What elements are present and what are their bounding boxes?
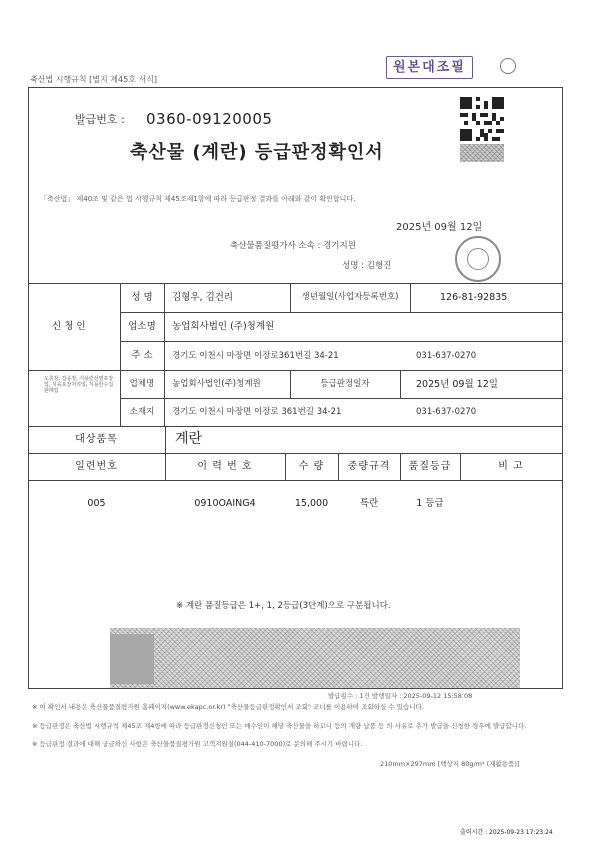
row-quantity: 15,000	[294, 498, 329, 509]
applicant-section-label: 신 청 인	[52, 321, 86, 332]
form-label: 축산법 시행규칙 [별지 제45호 서식]	[30, 75, 158, 84]
business-number: 126-81-92835	[440, 292, 508, 303]
frame-right	[562, 87, 563, 689]
grader-name: 성명 : 김형진	[342, 261, 392, 271]
business-label: 업소명	[128, 321, 156, 332]
applicant-name: 김형우, 김건리	[172, 292, 234, 303]
table-divider-f	[400, 370, 401, 398]
table-rule-8	[28, 480, 563, 481]
original-copy-stamp: 원본대조필	[386, 56, 473, 79]
grader-affiliation: 축산물품질평가사 소속 : 경기지원	[230, 241, 356, 251]
issue-info: 발급횟수 : 1건 발행일자 : 2025-09-12 15:58 08	[328, 692, 473, 700]
grading-date: 2025년 09월 12일	[416, 379, 498, 390]
issue-number-label: 발급번호 :	[75, 113, 125, 126]
frame-bottom	[28, 688, 563, 689]
table-rule-2	[120, 312, 563, 313]
footer-note-1: ※ 이 확인서 내용은 축산물품질평가원 홈페이지(www.ekapc.or.kr) "축산물등급판정확인서 조회" 코너를 이용하여 조회하실 수 있습니다.	[32, 703, 424, 711]
stamp-seal-icon	[500, 58, 516, 74]
table-divider-b	[164, 283, 165, 426]
facility-place-label: 업체명	[129, 379, 155, 389]
print-time: 출력시간 : 2025-09-23 17:23:24	[460, 829, 553, 836]
table-rule-4	[28, 370, 563, 371]
col-remarks: 비 고	[498, 461, 524, 472]
col-grade: 품질등급	[408, 461, 452, 472]
facility-section-label: 도축장, 집유장, 식용란선별포장업, 식육포장처리업, 식용란수집판매업	[44, 376, 114, 394]
business-name: 농업회사법인 (주)청계원	[172, 321, 275, 332]
frame-top	[28, 87, 563, 88]
table-rule-3	[120, 341, 563, 342]
footer-note-2: ※ 등급판정은 축산법 시행규칙 제45조 제4항에 따라 등급판정신청인 또는 매수인이 해당 축산물을 하꼬니 등의 개량 납품 등 의 사유로 추가 발급을 신청한 경우에 발급합니다.	[32, 722, 527, 730]
issue-date: 2025년 09월 12일	[396, 222, 483, 233]
table-rule-7	[28, 453, 563, 454]
birth-label: 생년월일(사업자등록번호)	[301, 292, 399, 302]
official-seal-icon	[455, 236, 501, 282]
facility-place: 농업회사법인(주)청계원	[172, 379, 261, 389]
paper-size: 210mm×297mm [백상지 80g/m² (재활용품)]	[380, 760, 520, 768]
facility-location: 경기도 이천시 마장면 이장로 361번길 34-21	[172, 407, 342, 417]
security-pattern	[110, 628, 520, 688]
table-rule-5	[120, 398, 563, 399]
col-weight: 중량규격	[347, 461, 391, 472]
row-weight: 특란	[359, 498, 379, 509]
page-title: 축산물 (계란) 등급판정확인서	[130, 142, 384, 163]
col-quantity: 수 량	[298, 461, 325, 472]
intro-text: 「축산법」 제40조 및 같은 법 시행규칙 제45조제1항에 따라 등급판정 결과를 아래와 같이 확인합니다.	[40, 195, 356, 203]
applicant-phone: 031-637-0270	[416, 351, 477, 361]
col-serial: 일련번호	[75, 461, 118, 472]
grade-note: ※ 계란 품질등급은 1+, 1, 2등급(3단계)으로 구분됩니다.	[176, 601, 391, 611]
grading-date-label: 등급판정일자	[320, 379, 370, 389]
barcode-pattern	[460, 144, 504, 162]
col-trace-number: 이 력 번 호	[197, 461, 253, 472]
watermark-block	[110, 634, 154, 684]
location-label: 소재지	[129, 407, 155, 417]
applicant-address: 경기도 이천시 마장면 이장로361번길 34-21	[172, 351, 339, 361]
name-label: 성 명	[131, 292, 153, 303]
frame-left	[28, 87, 29, 689]
table-rule-6	[28, 426, 563, 427]
table-rule-1	[28, 283, 563, 284]
facility-phone: 031-637-0270	[416, 407, 477, 417]
qr-code-icon	[460, 97, 504, 141]
row-trace-number: 0910OAING4	[194, 498, 256, 509]
row-serial: 005	[87, 498, 106, 509]
issue-number: 0360-09120005	[146, 110, 273, 128]
footer-note-3: ※ 등급판정 결과에 대해 궁금하신 사항은 축산물품질평가원 고객지원실(044-410-7000)로 문의해 주시기 바랍니다.	[32, 740, 363, 748]
table-divider-d	[410, 283, 411, 312]
row-grade: 1 등급	[416, 498, 444, 509]
address-label: 주 소	[131, 350, 153, 361]
target-item-value: 계란	[175, 431, 203, 447]
target-item-label: 대상품목	[75, 434, 118, 445]
